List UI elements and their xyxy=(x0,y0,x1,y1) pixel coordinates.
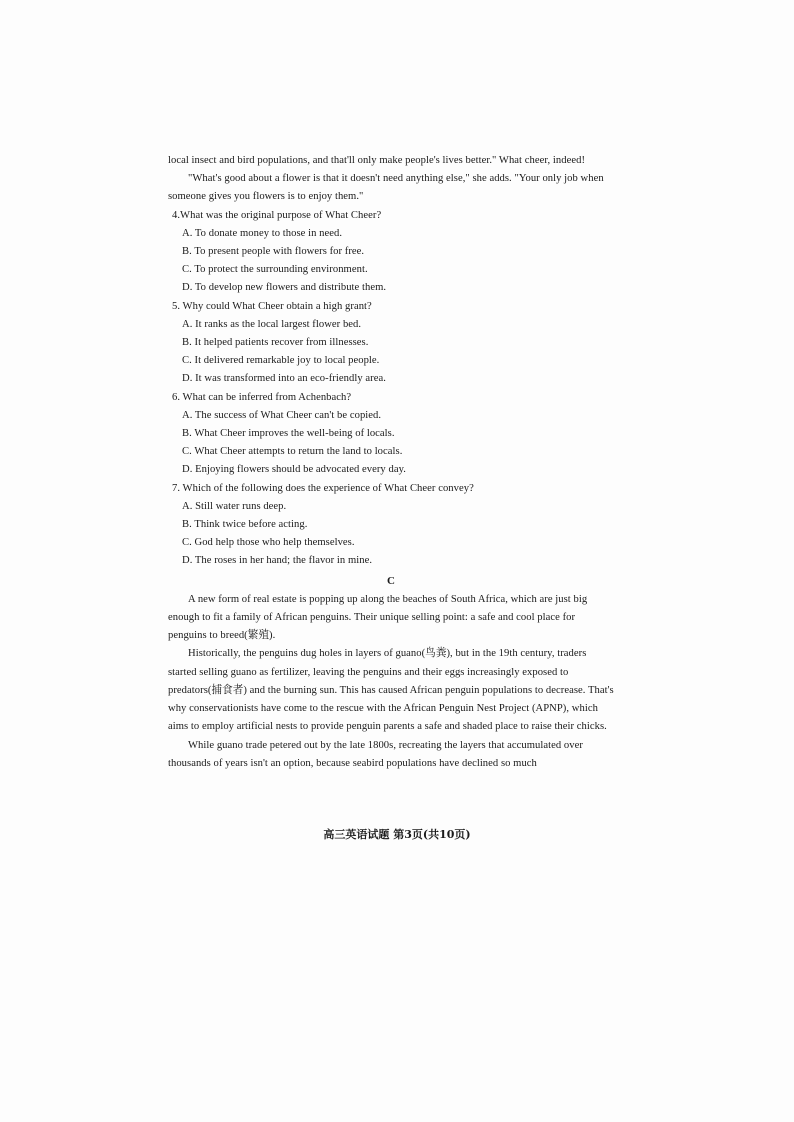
section-c-paragraph-3: While guano trade petered out by the late 1800s, recreating the layers that accumulated over thousands of years isn't an option, because seabird populations have declined so much xyxy=(168,739,583,769)
option-b: B. Think twice before acting. xyxy=(182,519,308,531)
question-5 xyxy=(168,298,614,389)
question-stem: 5. Why could What Cheer obtain a high grant? xyxy=(172,300,372,312)
option-a: A. The success of What Cheer can't be copied. xyxy=(182,409,382,421)
passage-b-quote: "What's good about a flower is that it doesn't need anything else," she adds. "Your only job when someone gives you flowers is to enjoy them." xyxy=(168,173,604,203)
option-c: C. It delivered remarkable joy to local people. xyxy=(182,355,380,367)
section-heading: C xyxy=(387,574,395,587)
option-c: C. God help those who help themselves. xyxy=(182,537,355,549)
option-d: D. It was transformed into an eco-friendly area. xyxy=(182,373,386,385)
question-stem: 7. Which of the following does the experience of What Cheer convey? xyxy=(172,482,474,494)
option-b: B. To present people with flowers for free. xyxy=(182,246,365,258)
option-d: D. To develop new flowers and distribute them. xyxy=(182,282,387,294)
option-b: B. What Cheer improves the well-being of locals. xyxy=(182,428,395,440)
page-content xyxy=(168,152,614,773)
option-a: A. It ranks as the local largest flower bed. xyxy=(182,318,362,330)
question-4 xyxy=(168,207,614,298)
option-a: A. Still water runs deep. xyxy=(182,500,287,512)
option-a: A. To donate money to those in need. xyxy=(182,227,343,239)
question-stem: 6. What can be inferred from Achenbach? xyxy=(172,391,352,403)
question-stem: 4.What was the original purpose of What Cheer? xyxy=(172,209,382,221)
option-b: B. It helped patients recover from illnesses. xyxy=(182,337,369,349)
option-d: D. The roses in her hand; the flavor in mine. xyxy=(182,555,373,567)
question-7 xyxy=(168,480,614,571)
option-c: C. What Cheer attempts to return the land to locals. xyxy=(182,446,403,458)
passage-b-closing-line: local insect and bird populations, and that'll only make people's lives better." What cheer, indeed! xyxy=(168,155,586,166)
section-c-paragraph-1: A new form of real estate is popping up along the beaches of South Africa, which are just big enough to fit a family of African penguins. Their unique selling point: a safe and cool place for penguins to breed(繁殖). xyxy=(168,593,588,642)
page-footer: 高三英语试题 第3页(共10页) xyxy=(323,828,471,841)
option-d: D. Enjoying flowers should be advocated every day. xyxy=(182,464,406,476)
option-c: C. To protect the surrounding environment. xyxy=(182,264,368,276)
section-c-paragraph-2: Historically, the penguins dug holes in layers of guano(鸟粪), but in the 19th century, traders started selling guano as fertilizer, leaving the penguins and their eggs increasingly exposed to predators(捕食者) and the burning sun. This has caused African penguin populations to decrease. That's why conservationists have come to the rescue with the African Penguin Nest Project (APNP), which aims to employ artificial nests to provide penguin parents a safe and shaded place to raise their chicks. xyxy=(168,648,614,733)
question-6 xyxy=(168,389,614,480)
